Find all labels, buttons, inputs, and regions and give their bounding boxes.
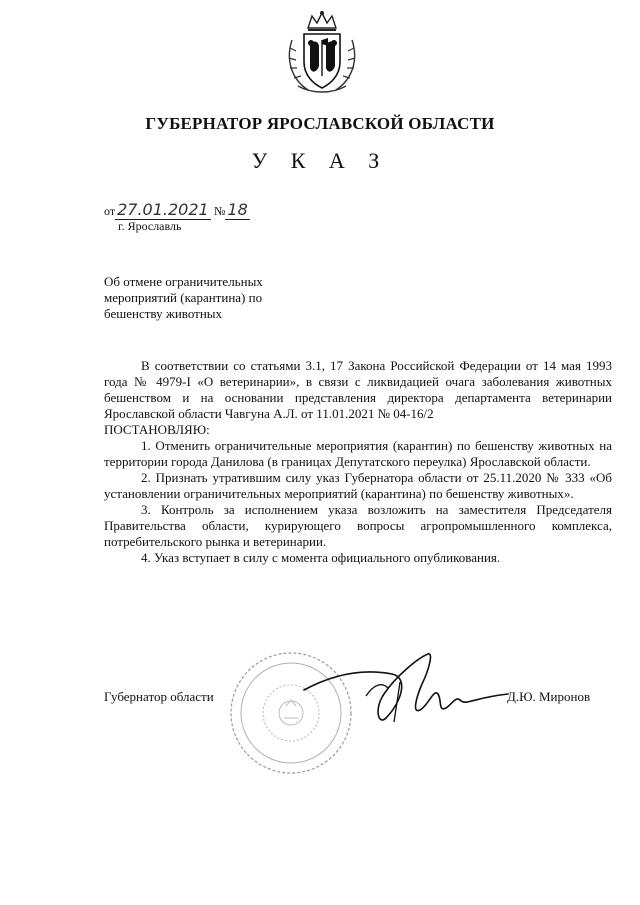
number-label: № bbox=[213, 204, 226, 218]
subject-line: Об отмене ограничительных bbox=[104, 274, 263, 289]
signatory-position: Губернатор области bbox=[104, 689, 214, 704]
subject-heading bbox=[104, 274, 344, 322]
city: г. Ярославль bbox=[118, 219, 182, 233]
decree-item: 4. Указ вступает в силу с момента официального опубликования. bbox=[141, 550, 501, 565]
date-value: 27.01.2021 bbox=[117, 200, 209, 219]
subject-line: мероприятий (карантина) по bbox=[104, 290, 263, 305]
issuer-title: ГУБЕРНАТОР ЯРОСЛАВСКОЙ ОБЛАСТИ bbox=[145, 114, 495, 133]
decree-item: 1. Отменить ограничительные мероприятия (карантин) по бешенству животных на территории города Данилова (в границах Депутатского переулка) Ярославской области. bbox=[104, 438, 612, 469]
yaroslavl-coat-of-arms-icon bbox=[284, 10, 360, 94]
decree-item: 2. Признать утратившим силу указ Губернатора области от 25.11.2020 № 333 «Об установлении ограничительных мероприятий (карантина) по бешенству животных». bbox=[104, 470, 612, 501]
decree-item: 3. Контроль за исполнением указа возложить на заместителя Председателя Правительства области, курирующего вопросы агропромышленного комплекса, потребительского рынка и ветеринарии. bbox=[104, 502, 612, 549]
handwritten-signature-icon bbox=[300, 648, 510, 728]
decree-body bbox=[104, 358, 612, 566]
subject-line: бешенству животных bbox=[104, 306, 223, 321]
signatory-name: Д.Ю. Миронов bbox=[507, 689, 591, 704]
number-value: 18 bbox=[227, 200, 248, 219]
date-label: от bbox=[104, 204, 116, 218]
document-type: У К А З bbox=[251, 148, 389, 173]
date-number-line bbox=[104, 200, 250, 219]
preamble-paragraph: В соответствии со статьями 3.1, 17 Закона Российской Федерации от 14 мая 1993 года № 4979-I «О ветеринарии», в связи с ликвидацией очага заболевания животных бешенством и на основании представления директора департамента ветеринарии Ярославской области Чавгуна А.Л. от 11.01.2021 № 04-16/2 bbox=[104, 358, 612, 421]
decree-word: ПОСТАНОВЛЯЮ: bbox=[104, 422, 210, 437]
